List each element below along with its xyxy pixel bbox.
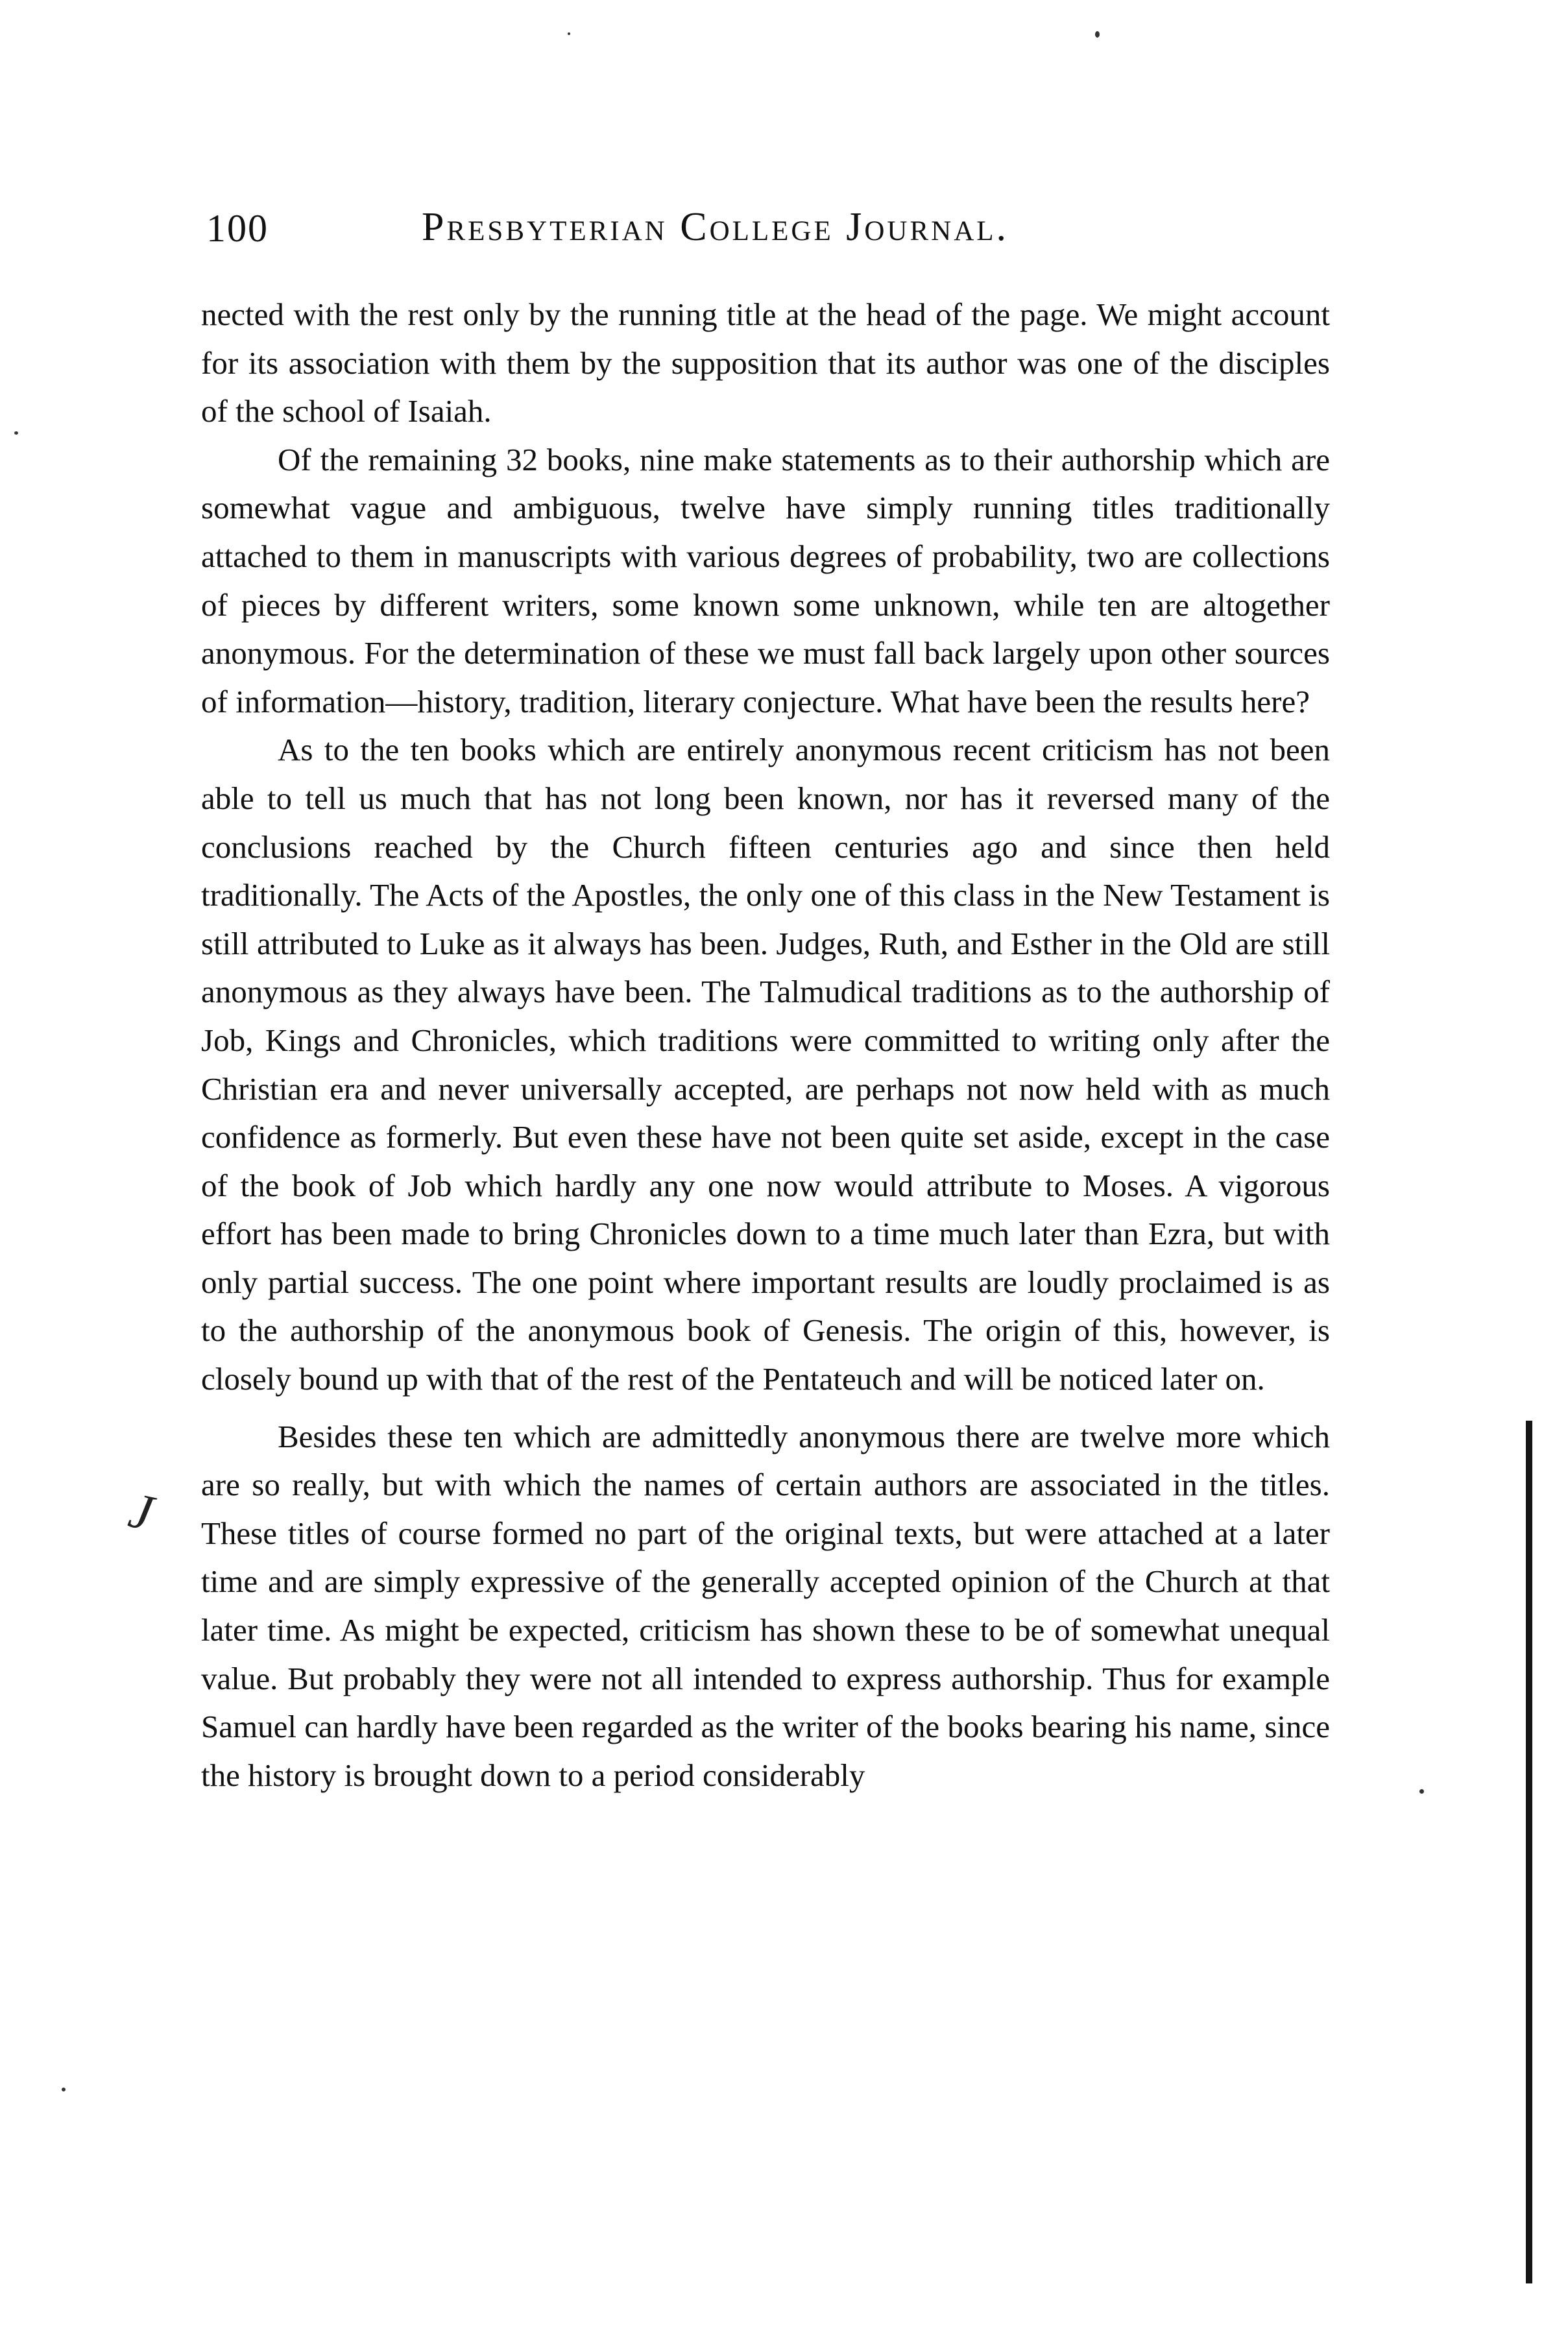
margin-pencil-mark: J [124,1481,158,1541]
page-edge-shadow [1526,1421,1532,2283]
paragraph: nected with the rest only by the running title at the head of the page. We might account for its association with them by the supposition that its author was one of the disciples of the school of Isaiah. [201,296,1330,429]
paragraph: Of the remaining 32 books, nine make statements as to their authorship which are somewhat vague and ambiguous, twelve have simply running titles traditionally attached to them in manuscripts with various degrees of probability, two are collections of pieces by different writers, some known some unknown, while ten are altogether anonymous. For the determination of these we must fall back largely upon other sources of information—history, tradition, literary conjecture. What have been the results here? [201,441,1330,719]
page-number: 100 [206,207,269,250]
dust-speck [62,2088,66,2091]
body-text [201,291,1330,1800]
paragraph: As to the ten books which are entirely anonymous recent criticism has not been able to tell us much that has not long been known, nor has it reversed many of the conclusions reached by the Church fifteen centuries ago and since then held traditionally. The Acts of the Apostles, the only one of this class in the New Testament is still attributed to Luke as it always has been. Judges, Ruth, and Esther in the Old are still anonymous as they always have been. The Talmudical traditions as to the authorship of Job, Kings and Chronicles, which traditions were committed to writing only after the Christian era and never universally accepted, are perhaps not now held with as much confidence as formerly. But even these have not been quite set aside, except in the case of the book of Job which hardly any one now would attribute to Moses. A vigorous effort has been made to bring Chronicles down to a time much later than Ezra, but with only partial success. The one point where important results are loudly proclaimed is as to the authorship of the anonymous book of Genesis. The origin of this, however, is closely bound up with that of the rest of the Pentateuch and will be noticed later on. [201,732,1330,1397]
dust-speck [568,32,570,35]
running-title: Presbyterian College Journal. [422,205,1009,249]
dust-speck [1095,31,1100,38]
dust-speck [1419,1789,1424,1794]
paragraph: Besides these ten which are admittedly anonymous there are twelve more which are so really, but with which the names of certain authors are associated in the titles. These titles of course formed no part of the original texts, but were attached at a later time and are simply expressive of the generally accepted opinion of the Church at that later time. As might be expected, criticism has shown these to be of somewhat unequal value. But probably they were not all intended to express authorship. Thus for example Samuel can hardly have been regarded as the writer of the books bearing his name, since the history is brought down to a period considerably [201,1418,1330,1793]
dust-speck [14,431,18,435]
